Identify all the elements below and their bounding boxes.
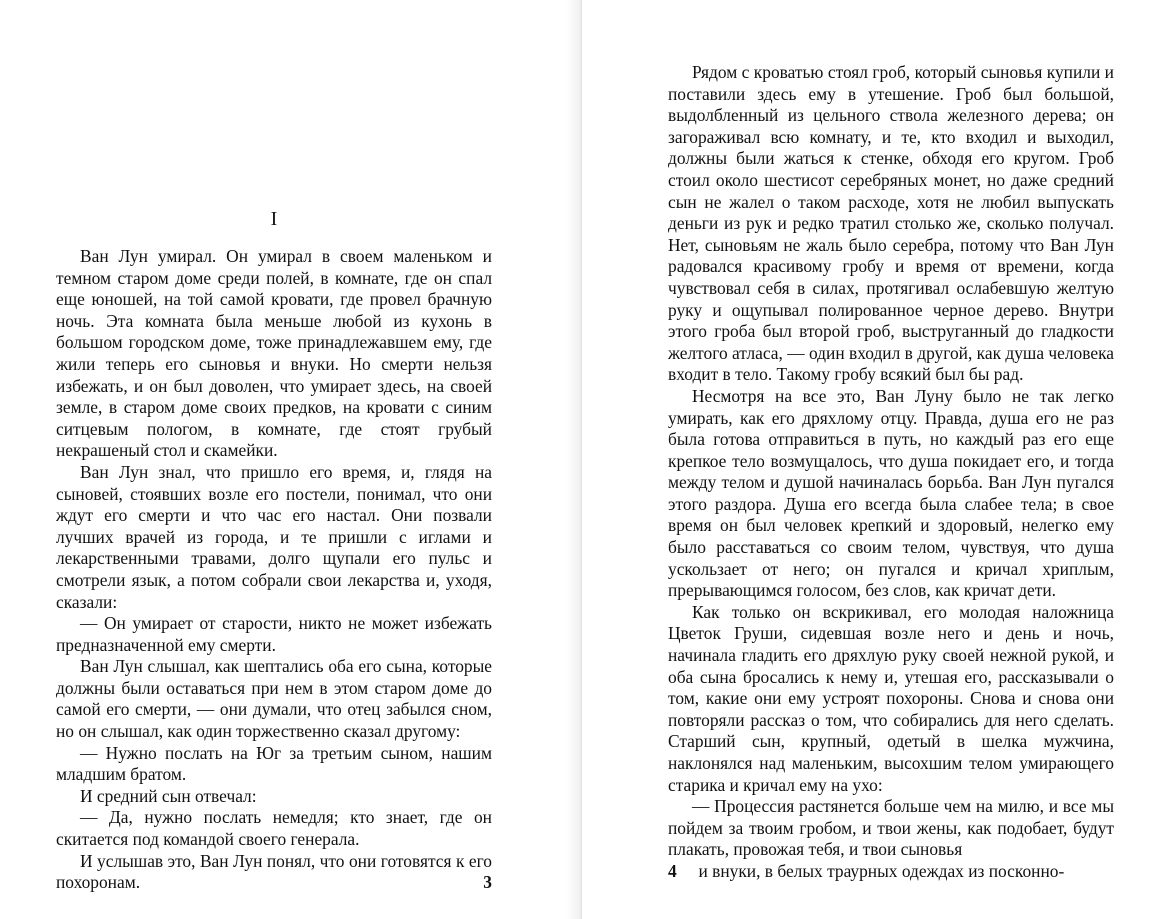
left-page [0,0,582,919]
paragraph: И средний сын отвечал: [80,785,257,806]
paragraph: — Процессия растянется больше чем на милю, и все мы пойдем за твоим гробом, и твои жены, как подобает, будут плакать, провожая тебя, и твои сыновья [668,796,1114,860]
paragraph: Ван Лун знал, что пришло его время, и, глядя на сыновей, стоявших возле его постели, понимал, что они ждут его смерти и что час его настал. Они позвали лучших врачей из города, и те пришли с иглами и лекарственными травами, долго щупали его пульс и смотрели язык, а потом собрали свои лекарства и, уходя, сказали: [56,461,492,612]
paragraph: Ван Лун умирал. Он умирал в своем маленьком и темном старом доме среди полей, в комнате, где он спал еще юношей, на той самой кровати, где провел брачную ночь. Эта комната была меньше любой из кухонь в большом городском доме, тоже принадлежавшем ему, где жили теперь его сыновья и внуки. Но смерти нельзя избежать, и он был доволен, что умирает здесь, на своей земле, в старом доме своих предков, на кровати с синим ситцевым пологом, в комнате, где стоят грубый некрашеный стол и скамейки. [56,246,492,461]
page-number: 3 [483,872,492,893]
paragraph: Несмотря на все это, Ван Луну было не так легко умирать, как его дряхлому отцу. Правда, душа его не раз была готова отправиться в путь, но каждый раз его еще крепкое тело возмущалось, что душа покидает его, и тогда между телом и душой начиналась борьба. Ван Лун пугался этого раздора. Душа его всегда была слабее тела; в свое время он был человек крепкий и здоровый, нелегко ему было расставаться со своим телом, чувствуя, что душа ускользает от него; он пугался и кричал хриплым, прерывающимся голосом, без слов, как кричат дети. [668,385,1114,601]
paragraph: — Да, нужно послать немедля; кто знает, где он скитается под командой своего генерала. [56,807,492,850]
right-page [582,0,1170,919]
paragraph-with-folio [56,851,492,894]
chapter-number: I [270,208,278,230]
paragraph: Ван Лун слышал, как шептались оба его сына, которые должны были оставаться при нем в этом старом доме до самой его смерти, — они думали, что отец забылся сном, но он слышал, как один торжественно сказал другому: [56,656,492,742]
paragraph: Как только он вскрикивал, его молодая наложница Цветок Груши, сидевшая возле него и день и ночь, начинала гладить его дряхлую руку своей нежной рукой, и оба сына бросались к нему и, утешая его, рассказывали о том, какие они ему устроят похороны. Снова и снова они повторяли рассказ о том, что собирались для него сделать. Старший сын, крупный, одетый в шелка мужчина, наклонялся над маленьким, высохшим телом умирающего старика и кричал ему на ухо: [668,601,1114,795]
paragraph: Рядом с кроватью стоял гроб, который сыновья купили и поставили здесь ему в утешение. Гроб был большой, выдолбленный из цельного ствола железного дерева; он загораживал всю комнату, и те, кто входил и выходил, должны были жаться к стенке, обходя его кругом. Гроб стоил около шестисот серебряных монет, но даже средний сын не жалел о таком расходе, хотя не любил выпускать деньги из рук и редко тратил столько же, сколько получал. Нет, сыновьям не жаль было серебра, потому что Ван Лун радовался красивому гробу и время от времени, когда чувствовал себя в силах, протягивал ослабевшую желтую руку и ощупывал полированное черное дерево. Внутри этого гроба был второй гроб, выструганный до гладкости желтого атласа, — один входил в другой, как душа человека входит в тело. Такому гробу всякий был бы рад. [668,62,1114,385]
paragraph-text: и внуки, в белых траурных одеждах из посконно- [698,860,1065,881]
paragraph-text: И услышав это, Ван Лун понял, что они готовятся к его похоронам. [56,850,492,893]
left-page-text [56,246,492,894]
paragraph: — Он умирает от старости, никто не может избежать предназначенной ему смерти. [56,613,492,655]
last-line-with-folio [668,861,1114,883]
page-number: 4 [668,860,677,881]
right-page-text [668,62,1114,883]
paragraph: — Нужно послать на Юг за третьим сыном, нашим младшим братом. [56,742,492,785]
